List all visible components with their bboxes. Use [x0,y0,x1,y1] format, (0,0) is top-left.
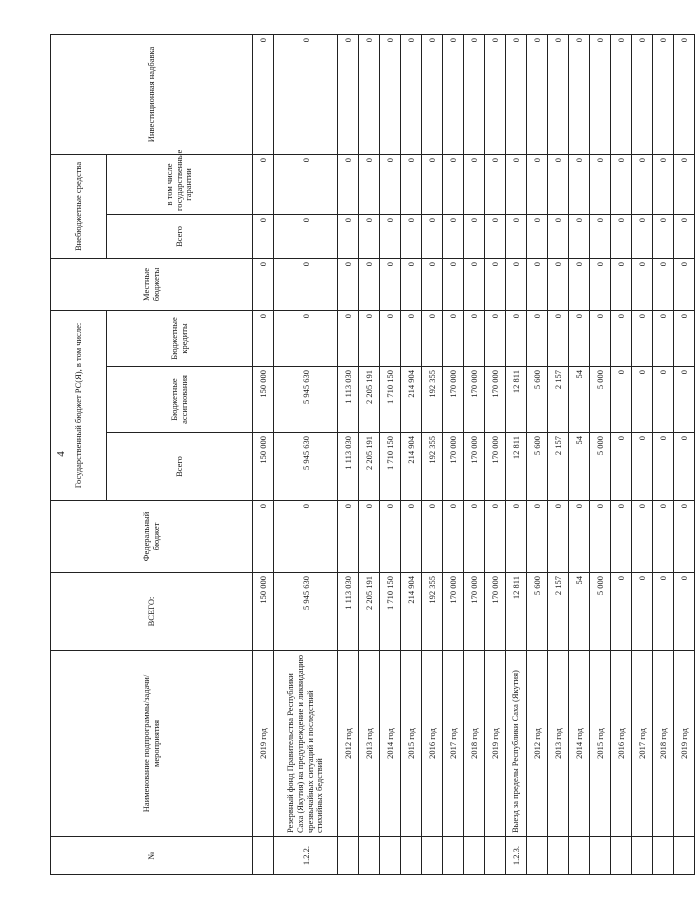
cell-st-assign: 0 [611,367,632,433]
cell-st-total: 5 600 [527,433,548,501]
cell-name: 2018 год [653,651,674,837]
cell-name: 2013 год [359,651,380,837]
cell-federal: 0 [527,501,548,573]
cell-st-credit: 0 [569,310,590,366]
cell-off-guar: 0 [401,154,422,214]
cell-total: 5 600 [527,573,548,651]
table-row [590,34,611,874]
cell-st-assign: 54 [569,367,590,433]
cell-total: 150 000 [253,573,274,651]
header-invest: Инвестиционная надбавка [51,34,253,154]
cell-invest: 0 [611,34,632,154]
cell-invest: 0 [274,34,338,154]
cell-local: 0 [338,258,359,310]
cell-num [653,837,674,875]
cell-st-credit: 0 [464,310,485,366]
table-row [359,34,380,874]
cell-st-credit: 0 [653,310,674,366]
table-row [274,34,338,874]
cell-off-total: 0 [443,214,464,258]
cell-invest: 0 [653,34,674,154]
table-row [464,34,485,874]
cell-num [464,837,485,875]
cell-federal: 0 [253,501,274,573]
cell-total: 214 904 [401,573,422,651]
cell-name: 2014 год [569,651,590,837]
header-state-assign: Бюджетные ассигнования [107,367,253,433]
cell-st-assign: 5 000 [590,367,611,433]
cell-st-assign: 150 000 [253,367,274,433]
cell-local: 0 [674,258,695,310]
cell-total: 5 945 630 [274,573,338,651]
cell-num [485,837,506,875]
cell-off-total: 0 [253,214,274,258]
cell-federal: 0 [338,501,359,573]
cell-st-assign: 0 [674,367,695,433]
cell-total: 170 000 [464,573,485,651]
cell-total: 0 [653,573,674,651]
table-body [253,34,695,874]
cell-num [422,837,443,875]
cell-invest: 0 [443,34,464,154]
table-row [632,34,653,874]
table-row [527,34,548,874]
cell-federal: 0 [274,501,338,573]
cell-federal: 0 [611,501,632,573]
cell-invest: 0 [464,34,485,154]
cell-local: 0 [401,258,422,310]
cell-off-guar: 0 [632,154,653,214]
cell-st-credit: 0 [611,310,632,366]
cell-off-guar: 0 [253,154,274,214]
cell-invest: 0 [485,34,506,154]
cell-num: 1.2.3. [506,837,527,875]
cell-off-guar: 0 [674,154,695,214]
cell-st-total: 0 [632,433,653,501]
cell-federal: 0 [422,501,443,573]
cell-name: 2019 год [253,651,274,837]
cell-st-total: 2 157 [548,433,569,501]
cell-off-total: 0 [569,214,590,258]
header-num: № [51,837,253,875]
cell-federal: 0 [674,501,695,573]
cell-total: 170 000 [485,573,506,651]
cell-total: 170 000 [443,573,464,651]
table-row [674,34,695,874]
cell-total: 2 157 [548,573,569,651]
cell-local: 0 [380,258,401,310]
cell-local: 0 [527,258,548,310]
cell-off-total: 0 [380,214,401,258]
cell-st-total: 1 710 150 [380,433,401,501]
cell-off-guar: 0 [443,154,464,214]
cell-off-guar: 0 [506,154,527,214]
cell-off-total: 0 [527,214,548,258]
cell-total: 1 113 030 [338,573,359,651]
cell-invest: 0 [569,34,590,154]
cell-st-total: 0 [611,433,632,501]
cell-num [590,837,611,875]
cell-st-credit: 0 [380,310,401,366]
cell-local: 0 [611,258,632,310]
cell-st-credit: 0 [485,310,506,366]
cell-st-credit: 0 [274,310,338,366]
cell-off-guar: 0 [653,154,674,214]
cell-num [632,837,653,875]
cell-federal: 0 [443,501,464,573]
cell-off-total: 0 [674,214,695,258]
cell-num [611,837,632,875]
cell-st-total: 0 [653,433,674,501]
header-total: ВСЕГО: [51,573,253,651]
cell-local: 0 [548,258,569,310]
cell-local: 0 [464,258,485,310]
cell-total: 192 355 [422,573,443,651]
cell-st-assign: 12 811 [506,367,527,433]
cell-name: 2018 год [464,651,485,837]
cell-total: 0 [611,573,632,651]
header-state-total: Всего [107,433,253,501]
header-state: Государственный бюджет РС(Я), в том числе: [51,310,107,500]
cell-st-credit: 0 [632,310,653,366]
cell-off-total: 0 [506,214,527,258]
table-row [611,34,632,874]
cell-name: 2015 год [590,651,611,837]
cell-num [380,837,401,875]
cell-st-total: 54 [569,433,590,501]
cell-st-total: 150 000 [253,433,274,501]
cell-st-credit: 0 [506,310,527,366]
cell-invest: 0 [590,34,611,154]
cell-st-assign: 5 945 630 [274,367,338,433]
cell-off-total: 0 [401,214,422,258]
table-row [380,34,401,874]
header-local: Местные бюджеты [51,258,253,310]
cell-st-credit: 0 [590,310,611,366]
cell-federal: 0 [464,501,485,573]
cell-off-total: 0 [590,214,611,258]
budget-table [50,34,695,875]
cell-num: 1.2.2. [274,837,338,875]
cell-off-guar: 0 [548,154,569,214]
cell-name: Резервный фонд Правительства Республики Саха (Якутия) на предупреждение и ликвидацию чрезвычайных ситуаций и последствий стихийных бедствий [274,651,338,837]
cell-st-credit: 0 [443,310,464,366]
cell-local: 0 [274,258,338,310]
header-federal: Федеральный бюджет [51,501,253,573]
cell-st-assign: 0 [653,367,674,433]
cell-st-total: 5 945 630 [274,433,338,501]
cell-off-guar: 0 [485,154,506,214]
cell-invest: 0 [401,34,422,154]
table-row [548,34,569,874]
cell-st-assign: 5 600 [527,367,548,433]
cell-st-credit: 0 [359,310,380,366]
cell-name: 2016 год [422,651,443,837]
cell-local: 0 [569,258,590,310]
cell-off-total: 0 [422,214,443,258]
cell-local: 0 [443,258,464,310]
cell-federal: 0 [653,501,674,573]
cell-off-guar: 0 [380,154,401,214]
cell-name: 2017 год [443,651,464,837]
cell-st-assign: 2 205 191 [359,367,380,433]
cell-off-guar: 0 [590,154,611,214]
header-off-total: Всего [107,214,253,258]
cell-federal: 0 [569,501,590,573]
table-row [401,34,422,874]
cell-st-assign: 170 000 [485,367,506,433]
cell-off-total: 0 [653,214,674,258]
cell-federal: 0 [548,501,569,573]
cell-federal: 0 [401,501,422,573]
cell-st-assign: 214 904 [401,367,422,433]
table-row [338,34,359,874]
cell-st-total: 170 000 [485,433,506,501]
cell-num [569,837,590,875]
cell-federal: 0 [380,501,401,573]
cell-total: 54 [569,573,590,651]
cell-invest: 0 [422,34,443,154]
cell-total: 5 000 [590,573,611,651]
cell-st-total: 2 205 191 [359,433,380,501]
cell-num [443,837,464,875]
cell-st-credit: 0 [338,310,359,366]
cell-num [527,837,548,875]
cell-name: Выезд за пределы Республики Саха (Якутия) [506,651,527,837]
cell-name: 2015 год [401,651,422,837]
cell-federal: 0 [485,501,506,573]
cell-st-credit: 0 [674,310,695,366]
cell-federal: 0 [590,501,611,573]
cell-st-total: 170 000 [464,433,485,501]
cell-num [359,837,380,875]
cell-st-assign: 170 000 [464,367,485,433]
table-row [485,34,506,874]
cell-local: 0 [422,258,443,310]
cell-invest: 0 [338,34,359,154]
cell-total: 12 811 [506,573,527,651]
cell-st-assign: 170 000 [443,367,464,433]
cell-off-guar: 0 [527,154,548,214]
table-row [569,34,590,874]
cell-name: 2014 год [380,651,401,837]
table-row [506,34,527,874]
cell-st-assign: 0 [632,367,653,433]
cell-off-total: 0 [548,214,569,258]
cell-local: 0 [506,258,527,310]
cell-st-total: 214 904 [401,433,422,501]
cell-federal: 0 [359,501,380,573]
cell-num [548,837,569,875]
cell-local: 0 [485,258,506,310]
cell-st-total: 0 [674,433,695,501]
cell-invest: 0 [380,34,401,154]
cell-local: 0 [359,258,380,310]
cell-total: 0 [674,573,695,651]
table-row [443,34,464,874]
cell-off-guar: 0 [274,154,338,214]
cell-off-guar: 0 [422,154,443,214]
cell-name: 2016 год [611,651,632,837]
cell-off-total: 0 [485,214,506,258]
cell-off-guar: 0 [464,154,485,214]
cell-local: 0 [653,258,674,310]
rotated-table-sheet [50,35,689,875]
cell-invest: 0 [359,34,380,154]
table-row [653,34,674,874]
cell-off-total: 0 [359,214,380,258]
cell-off-guar: 0 [338,154,359,214]
cell-off-guar: 0 [611,154,632,214]
cell-off-total: 0 [338,214,359,258]
cell-local: 0 [632,258,653,310]
cell-num [253,837,274,875]
cell-st-assign: 1 113 030 [338,367,359,433]
cell-off-guar: 0 [359,154,380,214]
header-off-guar: в том числе государственные гарантии [107,154,253,214]
cell-name: 2017 год [632,651,653,837]
cell-name: 2019 год [485,651,506,837]
cell-off-total: 0 [611,214,632,258]
cell-num [674,837,695,875]
cell-st-credit: 0 [548,310,569,366]
cell-invest: 0 [632,34,653,154]
cell-st-assign: 2 157 [548,367,569,433]
cell-st-total: 170 000 [443,433,464,501]
cell-name: 2012 год [338,651,359,837]
cell-invest: 0 [527,34,548,154]
cell-st-assign: 1 710 150 [380,367,401,433]
cell-name: 2013 год [548,651,569,837]
page-number: 4 [54,451,67,457]
table-row [253,34,274,874]
cell-total: 0 [632,573,653,651]
cell-name: 2019 год [674,651,695,837]
cell-st-assign: 192 355 [422,367,443,433]
cell-st-credit: 0 [401,310,422,366]
table-row [422,34,443,874]
cell-total: 2 205 191 [359,573,380,651]
cell-invest: 0 [253,34,274,154]
cell-num [401,837,422,875]
cell-invest: 0 [506,34,527,154]
cell-federal: 0 [506,501,527,573]
cell-off-guar: 0 [569,154,590,214]
header-state-credit: Бюджетные кредиты [107,310,253,366]
cell-st-credit: 0 [527,310,548,366]
cell-num [338,837,359,875]
cell-st-total: 1 113 030 [338,433,359,501]
cell-off-total: 0 [464,214,485,258]
cell-federal: 0 [632,501,653,573]
cell-st-total: 5 000 [590,433,611,501]
cell-local: 0 [253,258,274,310]
cell-invest: 0 [674,34,695,154]
cell-off-total: 0 [632,214,653,258]
header-offbudget: Внебюджетные средства [51,154,107,258]
cell-st-total: 12 811 [506,433,527,501]
cell-total: 1 710 150 [380,573,401,651]
cell-st-total: 192 355 [422,433,443,501]
cell-name: 2012 год [527,651,548,837]
cell-local: 0 [590,258,611,310]
cell-off-total: 0 [274,214,338,258]
cell-st-credit: 0 [253,310,274,366]
cell-st-credit: 0 [422,310,443,366]
cell-invest: 0 [548,34,569,154]
header-name: Наименование подпрограммы/задачи/мероприятия [51,651,253,837]
